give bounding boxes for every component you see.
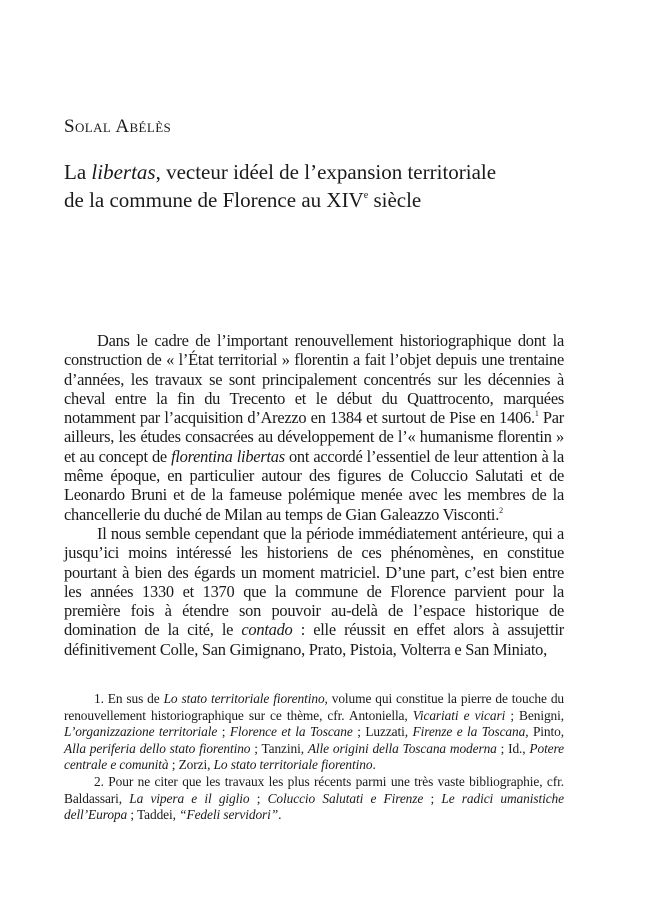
title-text: de la commune de Florence au XIV <box>64 188 364 212</box>
footnote-text: , Pinto, <box>525 724 564 740</box>
footnote-text: ; <box>423 790 442 806</box>
paragraph-text: Par ailleurs, les études consacrées au développement de l’« humanisme florentin » et au concept de <box>64 408 564 466</box>
footnote-italic: L’organizzazione territoriale <box>64 724 218 740</box>
footnote-2 <box>64 774 564 824</box>
footnotes <box>64 691 564 824</box>
paragraph-text: : elle réussit en effet alors à assujettir définitivement Colle, San Gimignano, Prato, Pistoia, Volterra e San Miniato, <box>64 620 564 659</box>
footnote-text: 2. Pour ne citer que les travaux les plus récents parmi une très vaste bibliographie, cfr. Baldassari, <box>64 773 564 806</box>
paragraph <box>64 524 564 659</box>
footnote-text: ; Zorzi, <box>168 757 214 773</box>
footnote-italic: Lo stato territoriale fiorentino <box>213 757 373 773</box>
title-text: La <box>64 160 92 184</box>
footnote-italic: Potere centrale e comunità <box>64 740 564 773</box>
footnote-italic: Vicariati e vicari <box>412 707 506 723</box>
footnote-ref: 1 <box>534 409 539 419</box>
italic-term: contado <box>241 620 293 640</box>
footnote-text: ; <box>249 790 268 806</box>
italic-term: florentina libertas <box>171 446 285 466</box>
footnote-italic: La vipera e il giglio <box>129 790 250 806</box>
footnote-text: , volume qui constitue la pierre de touche du renouvellement historiographique sur ce thème, cfr. Antoniella, <box>64 691 565 723</box>
footnote-text: ; Taddei, <box>127 807 180 823</box>
author-name: Solal Abélès <box>64 116 172 137</box>
footnote-italic: Coluccio Salutati e Firenze <box>267 790 424 806</box>
footnote-text: . <box>278 807 282 823</box>
footnote-italic: “Fedeli servidori” <box>179 807 279 823</box>
paragraph <box>64 331 564 524</box>
title-text: siècle <box>368 188 422 212</box>
body-text <box>64 331 564 659</box>
title-text: , vecteur idéel de l’expansion territoriale <box>155 160 497 184</box>
footnote-text: ; Luzzati, <box>352 724 413 740</box>
footnote-text: ; <box>217 724 230 740</box>
footnote-italic: Alla periferia dello stato fiorentino <box>64 740 251 756</box>
paragraph-text: ont accordé l’essentiel de leur attention à la même époque, en particulier autour des figures de Coluccio Salutati et de Leonardo Bruni et de la fameuse polémique menée avec les membres de la chancellerie du duché de Milan au temps de Gian Galeazzo Visconti. <box>64 446 564 524</box>
footnote-1 <box>64 691 564 774</box>
title-italic: libertas <box>91 160 156 184</box>
footnote-text: . <box>372 757 376 773</box>
article-title <box>64 158 584 214</box>
paragraph-text: Dans le cadre de l’important renouvellement historiographique dont la construction de « l’État territorial » florentin a fait l’objet depuis une trentaine d’années, les travaux se sont principalement concentrés sur les décennies à cheval entre la fin du Trecento et le début du Quattrocento, marquées notamment par l’acquisition d’Arezzo en 1384 et surtout de Pise en 1406. <box>64 331 564 428</box>
footnote-italic: Alle origini della Toscana moderna <box>307 740 497 756</box>
footnote-italic: Lo stato territoriale fiorentino <box>163 691 325 706</box>
footnote-italic: Le radici umanistiche dell’Europa <box>64 790 564 823</box>
footnote-text: ; Tanzini, <box>250 740 308 756</box>
footnote-ref: 2 <box>499 505 503 515</box>
paragraph-text: Il nous semble cependant que la période immédiatement antérieure, qui a jusqu’ici moins intéressé les historiens de ces phénomènes, en constitue pourtant à bien des égards un moment matriciel. D’une part, c’est bien entre les années 1330 et 1370 que la commune de Florence parvient pour la première fois à étendre son pouvoir au-delà de l’espace historique de domination de la cité, le <box>64 523 564 640</box>
footnote-italic: Florence et la Toscane <box>229 724 353 740</box>
footnote-text: ; Id., <box>496 740 530 756</box>
footnote-italic: Firenze e la Toscana <box>412 724 526 740</box>
footnote-text: 1. En sus de <box>94 691 164 706</box>
footnote-text: ; Benigni, <box>505 707 565 723</box>
title-superscript: e <box>363 190 369 201</box>
